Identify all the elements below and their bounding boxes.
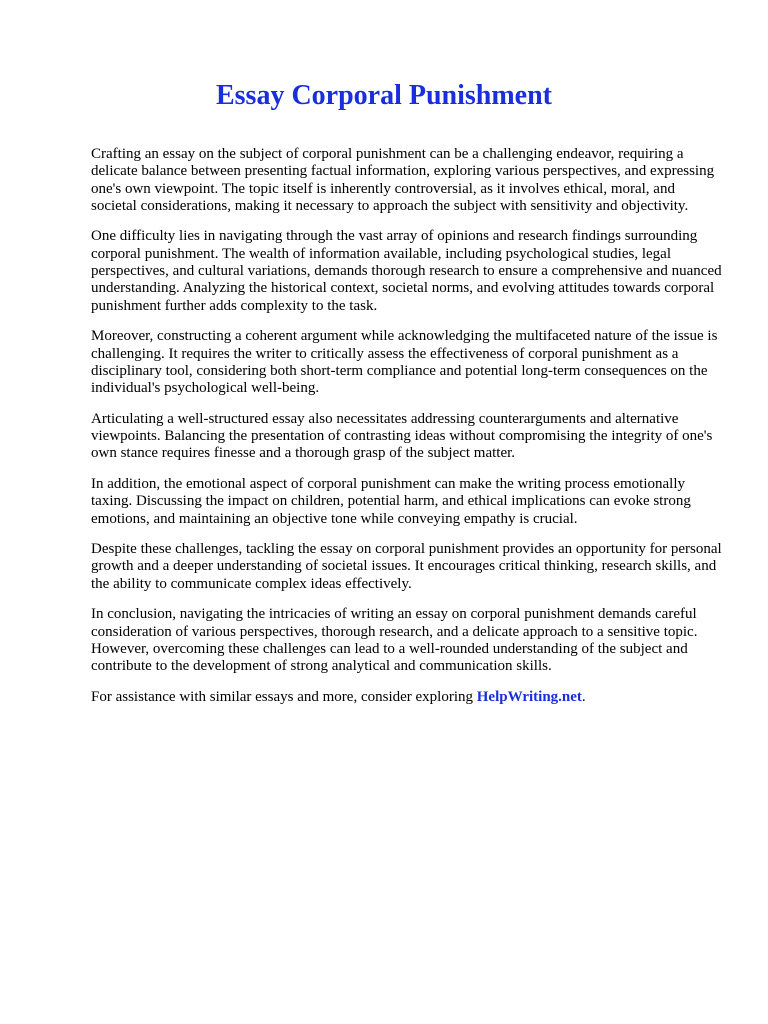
closing-paragraph	[91, 689, 723, 706]
paragraph-2: One difficulty lies in navigating through the vast array of opinions and research findings surrounding corporal punishment. The wealth of information available, including psychological studies, legal perspectives, and cultural variations, demands thorough research to ensure a comprehensive and nuanced understanding. Analyzing the historical context, societal norms, and evolving attitudes towards corporal punishment further adds complexity to the task.	[91, 228, 722, 314]
closing-period: .	[581, 688, 586, 705]
paragraph-1: Crafting an essay on the subject of corporal punishment can be a challenging endeavor, requiring a delicate balance between presenting factual information, exploring various perspectives, and expressing one's own viewpoint. The topic itself is inherently controversial, as it involves ethical, moral, and societal considerations, making it necessary to approach the subject with sensitivity and objectivity.	[91, 146, 715, 214]
paragraph-4: Articulating a well-structured essay also necessitates addressing counterarguments and alternative viewpoints. Balancing the presentation of contrasting ideas without compromising the integrity of one's own stance requires finesse and a thorough grasp of the subject matter.	[91, 410, 713, 462]
page-title: Essay Corporal Punishment	[215, 80, 553, 111]
paragraph-6: Despite these challenges, tackling the essay on corporal punishment provides an opportunity for personal growth and a deeper understanding of societal issues. It encourages critical thinking, research skills, and the ability to communicate complex ideas effectively.	[91, 541, 722, 592]
helpwriting-link[interactable]: HelpWriting.net	[476, 688, 582, 705]
essay-body	[91, 146, 723, 719]
closing-text: For assistance with similar essays and more, consider exploring	[91, 688, 477, 705]
paragraph-3: Moreover, constructing a coherent argument while acknowledging the multifaceted nature of the issue is challenging. It requires the writer to critically assess the effectiveness of corporal punishment as a disciplinary tool, considering both short-term compliance and potential long-term consequences on the individual's psychological well-being.	[91, 328, 718, 397]
paragraph-7: In conclusion, navigating the intricacies of writing an essay on corporal punishment demands careful consideration of various perspectives, thorough research, and a delicate approach to a sensitive topic. However, overcoming these challenges can lead to a well-rounded understanding of the subject and contribute to the development of strong analytical and communication skills.	[91, 606, 698, 675]
paragraph-5: In addition, the emotional aspect of corporal punishment can make the writing process emotionally taxing. Discussing the impact on children, potential harm, and ethical implications can evoke strong emotions, and maintaining an objective tone while conveying empathy is crucial.	[91, 475, 691, 527]
